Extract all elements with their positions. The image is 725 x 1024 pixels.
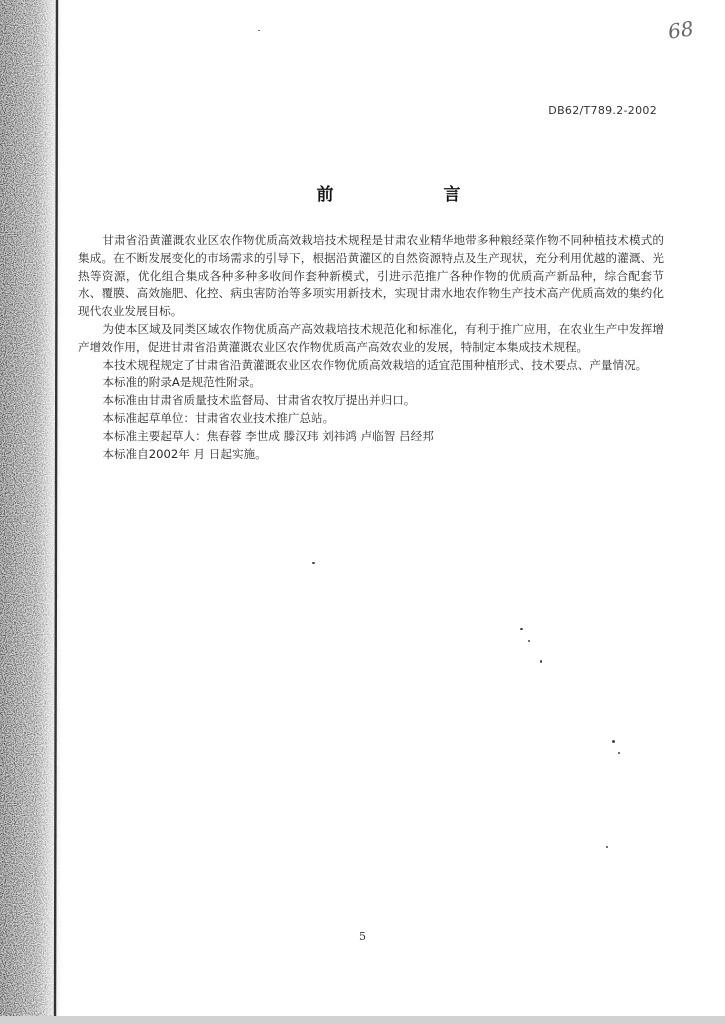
paragraph: 本标准的附录A是规范性附录。 [102,375,262,390]
preface-body [78,232,664,463]
paragraph: 本标准由甘肃省质量技术监督局、甘肃省农牧厅提出并归口。 [102,393,416,408]
scan-speck [312,562,315,564]
paragraph: 甘肃省沿黄灌溉农业区农作物优质高效栽培技术规程是甘肃农业精华地带多种粮经菜作物不同种植技术模式的集成。在不断发展变化的市场需求的引导下，根据沿黄灌区的自然资源特点及生产现状，充分利用优越的灌溉、光热等资源，优化组合集成各种多种多收间作套种新模式，引进示范推广各种作物的优质高产新品种，综合配套节水、覆膜、高效施肥、化控、病虫害防治等多项实用新技术，实现甘肃水地农作物生产技术高产优质高效的集约化现代农业发展目标。 [78,233,664,319]
scan-edge-shadow [0,0,62,1016]
scan-speck [606,846,608,848]
scan-speck [540,660,542,663]
scan-speck [520,628,523,630]
scan-speck [618,752,620,754]
page-number: 5 [359,930,366,943]
viewer-bottom-edge [0,1016,725,1024]
scan-speck [528,640,530,642]
page-title: 前 言 [316,185,513,205]
paragraph: 为使本区域及同类区域农作物优质高产高效栽培技术规范化和标准化，有利于推广应用，在农业生产中发挥增产增效作用，促进甘肃省沿黄灌溉农业区农作物优质高产高效农业的发展，特制定本集成技术规程。 [78,321,664,354]
paragraph: 本标准自2002年 月 日起实施。 [102,446,267,461]
handwritten-page-mark: 68 [666,16,695,44]
scan-speck [258,30,260,31]
scan-speck [612,740,615,743]
standard-code: DB62/T789.2-2002 [548,104,657,117]
paragraph: 本标准起草单位：甘肃省农业技术推广总站。 [102,410,335,425]
paragraph: 本技术规程规定了甘肃省沿黄灌溉农业区农作物优质高效栽培的适宜范围种植形式、技术要点、产量情况。 [102,357,648,372]
paragraph: 本标准主要起草人：焦春蓉 李世成 滕汉玮 刘祎鸿 卢临智 吕经邦 [102,428,434,443]
